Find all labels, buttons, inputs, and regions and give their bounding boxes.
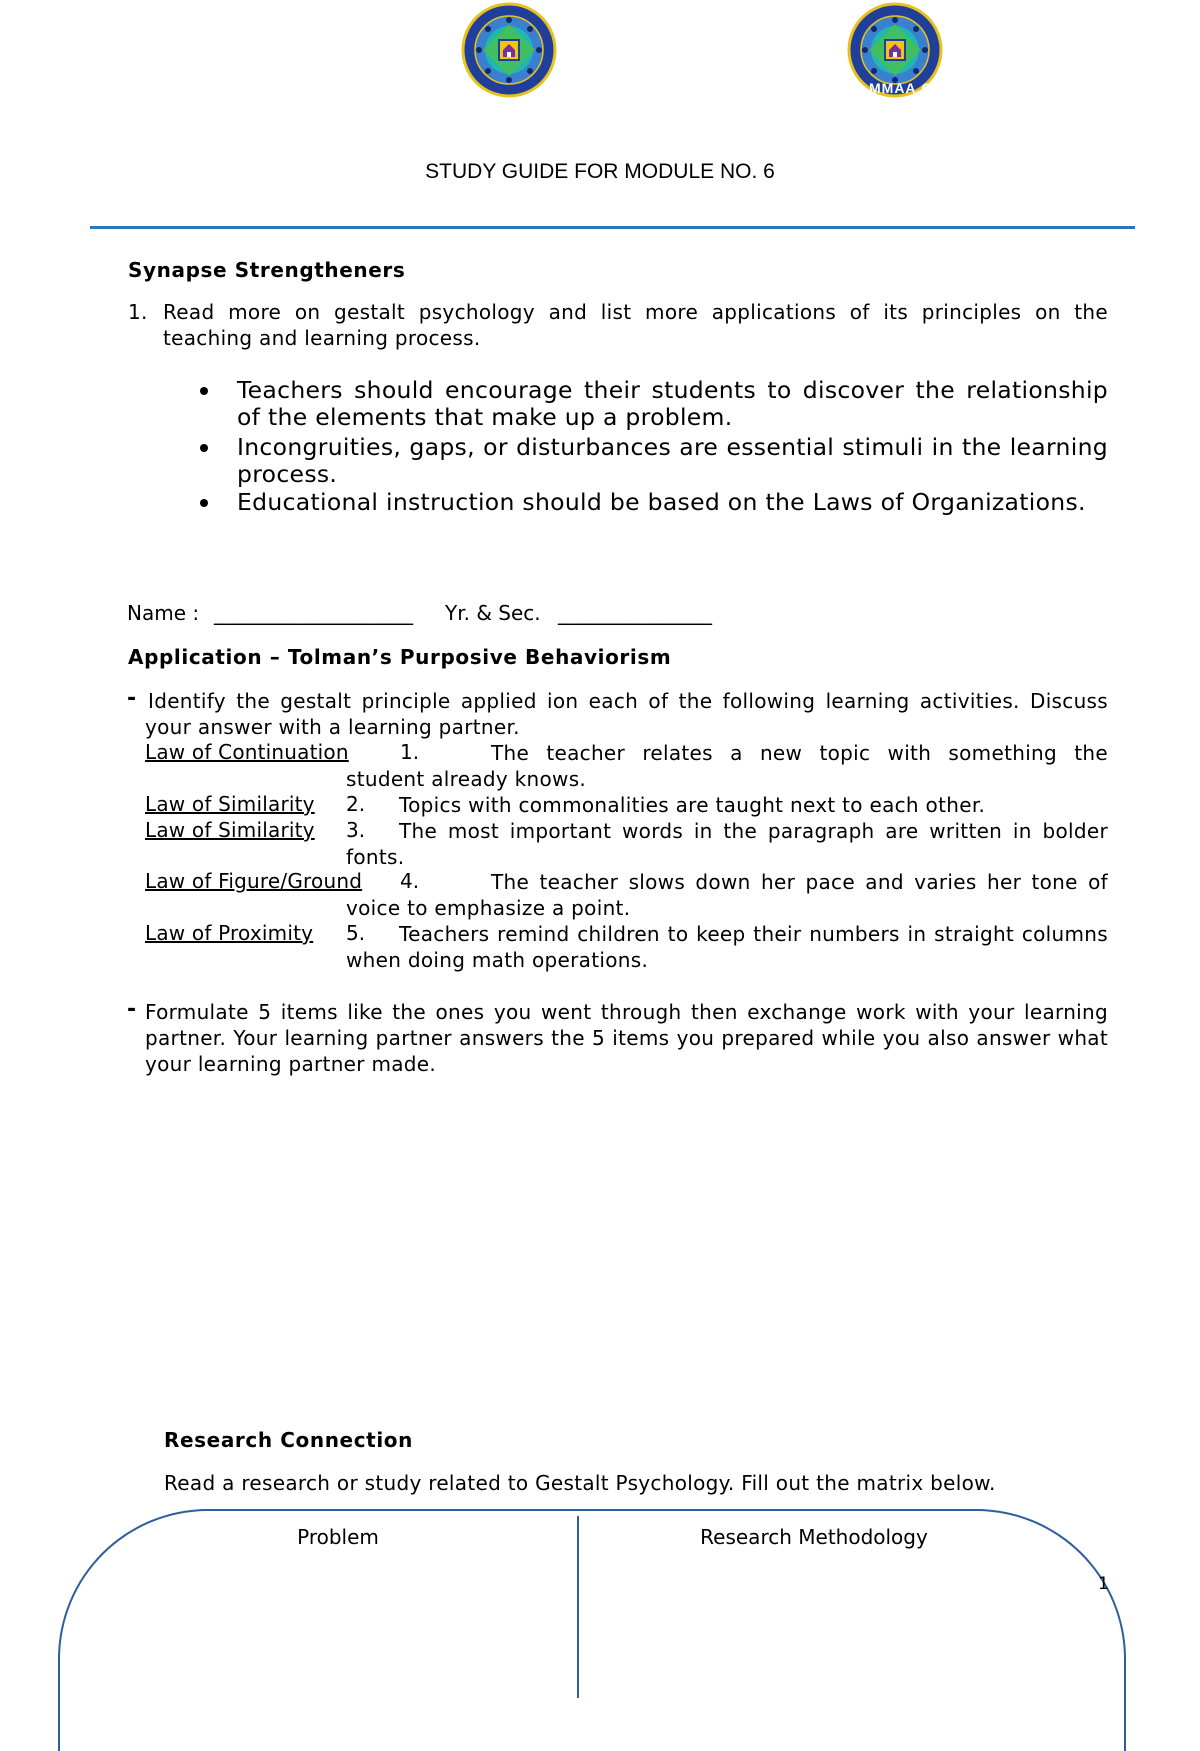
page-number: 1 (1098, 1574, 1109, 1594)
bullet-icon (200, 499, 208, 507)
formulate-instruction: Formulate 5 items like the ones you went through then exchange work with your learning partner. Your learning partner answers the 5 items you prepared while you also answer what your learning partner made. (145, 1000, 1108, 1076)
application-instruction: Identify the gestalt principle applied ion each of the following learning activities. Discuss your answer with a learning partner. (145, 689, 1108, 739)
bullet-icon (200, 387, 208, 395)
name-field[interactable]: ______________________ (214, 601, 412, 625)
item-number-3: 3. (346, 818, 366, 842)
item-text-3: The most important words in the paragraph are written in bolder fonts. (346, 819, 1108, 869)
item-number-2: 2. (346, 792, 366, 816)
synapse-bullet-1: Teachers should encourage their students to discover the relationship of the elements that make up a problem. (237, 376, 1108, 431)
item-text-2: Topics with commonalities are taught next to each other. (399, 793, 986, 817)
section-label: Yr. & Sec. (445, 601, 541, 625)
institution-seal-left (461, 2, 557, 98)
answer-3: Law of Similarity (145, 818, 315, 842)
application-heading (128, 645, 671, 669)
item-text-5: Teachers remind children to keep their numbers in straight columns when doing math operations. (346, 922, 1108, 972)
item-number-4: 4. (400, 869, 420, 893)
item-number-1: 1. (400, 740, 420, 764)
matrix-column-methodology: Research Methodology (700, 1525, 928, 1549)
header-divider (90, 226, 1135, 229)
synapse-item-number: 1. (128, 300, 148, 324)
application-heading-rest: – Tolman’s Purposive Behaviorism (262, 645, 672, 669)
synapse-bullet-2: Incongruities, gaps, or disturbances are essential stimuli in the learning process. (237, 433, 1108, 488)
answer-5: Law of Proximity (145, 921, 314, 945)
matrix-column-problem: Problem (297, 1525, 379, 1549)
answer-1: Law of Continuation (145, 740, 349, 764)
application-heading-bold: Application (128, 645, 263, 669)
synapse-item-text: Read more on gestalt psychology and list more applications of its principles on the teaching and learning process. (163, 300, 1108, 350)
section-field[interactable]: _________________ (558, 601, 711, 625)
name-label: Name : (127, 601, 200, 625)
item-text-1: The teacher relates a new topic with something the student already knows. (346, 741, 1108, 791)
dash-marker: - (127, 997, 137, 1022)
research-instruction: Read a research or study related to Gestalt Psychology. Fill out the matrix below. (164, 1471, 996, 1495)
dash-marker: - (127, 686, 137, 711)
answer-4: Law of Figure/Ground (145, 869, 363, 893)
synapse-heading: Synapse Strengtheners (128, 258, 406, 282)
item-text-4: The teacher slows down her pace and varies her tone of voice to emphasize a point. (346, 870, 1108, 920)
synapse-bullet-3: Educational instruction should be based on the Laws of Organizations. (237, 488, 1086, 516)
page-title: STUDY GUIDE FOR MODULE NO. 6 (425, 160, 775, 183)
seal-right-text: MMAA.C (869, 80, 933, 96)
research-heading: Research Connection (164, 1428, 413, 1452)
institution-seal-right (847, 2, 943, 98)
bullet-icon (200, 444, 208, 452)
item-number-5: 5. (346, 921, 366, 945)
answer-2: Law of Similarity (145, 792, 315, 816)
